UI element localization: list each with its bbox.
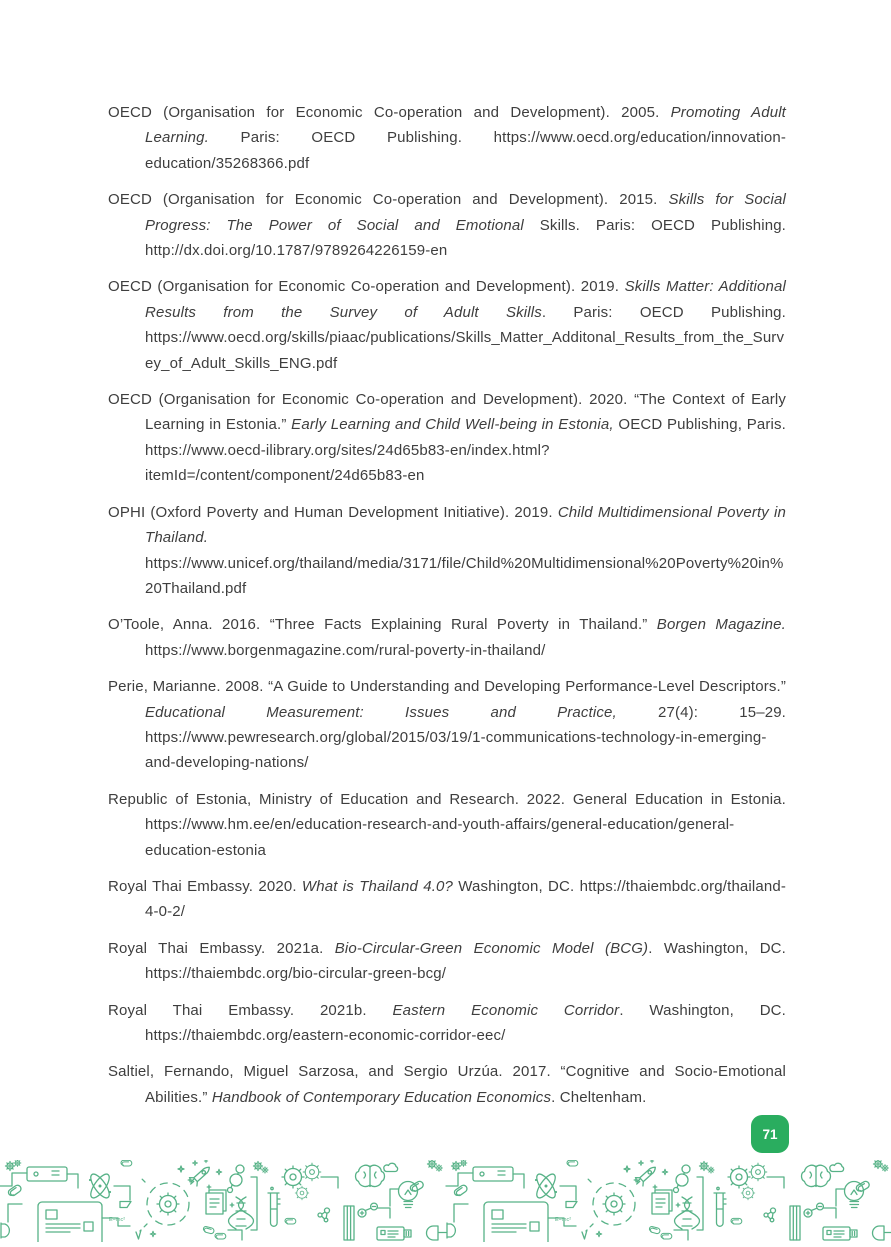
reference-text-segment: https://www.unicef.org/thailand/media/3171/file/Child%20Multidimensional%20Poverty%20in%20Thailand.pdf xyxy=(145,554,784,597)
reference-text-segment: Child Multidimensional Poverty in Thailand. xyxy=(145,503,786,547)
reference-entry xyxy=(108,936,786,987)
reference-text-segment: . Washington, DC. https://thaiembdc.org/eastern-economic-corridor-eec/ xyxy=(145,1001,786,1044)
reference-text-segment: Promoting Adult Learning. xyxy=(145,104,786,147)
page-number-badge xyxy=(751,1115,789,1153)
reference-text-segment: Perie, Marianne. 2008. “A Guide to Understanding and Developing Performance-Level Descriptors.” xyxy=(108,678,786,696)
reference-text-segment: Skills Matter: Additional Results from the Survey of Adult Skills xyxy=(145,278,786,321)
reference-text-segment: What is Thailand 4.0? xyxy=(301,877,454,895)
reference-text-segment: Royal Thai Embassy. 2021b. xyxy=(108,1001,393,1019)
reference-text-segment: . Washington, DC. https://thaiembdc.org/bio-circular-green-bcg/ xyxy=(145,939,786,983)
reference-text-segment: . Paris: OECD Publishing. https://www.oecd.org/skills/piaac/publications/Skills_Matter_Additonal_Results_from_the_Survey_of_Adult_Skills_ENG.pdf xyxy=(145,303,786,372)
footer-doodles: E=mc² xyxy=(0,1160,891,1242)
reference-entry xyxy=(108,674,786,776)
reference-text-segment: Saltiel, Fernando, Miguel Sarzosa, and Sergio Urzúa. 2017. “Cognitive and Socio-Emotional Abilities.” xyxy=(108,1063,786,1106)
reference-text-segment: . Cheltenham. xyxy=(551,1088,647,1106)
reference-text-segment: Handbook of Contemporary Education Economics xyxy=(211,1088,552,1106)
reference-entry xyxy=(108,787,786,863)
reference-text-segment: Early Learning and Child Well-being in Estonia, xyxy=(291,416,614,434)
reference-entry xyxy=(108,274,786,376)
reference-text-segment: Skills for Social Progress: The Power of Social and Emotional xyxy=(145,191,786,234)
reference-text-segment: OECD (Organisation for Economic Co-operation and Development). 2015. xyxy=(108,191,669,209)
reference-text-segment: Educational Measurement: Issues and Practice, xyxy=(145,703,617,721)
footer-decoration xyxy=(0,1160,891,1242)
reference-text-segment: O’Toole, Anna. 2016. “Three Facts Explaining Rural Poverty in Thailand.” xyxy=(108,616,657,634)
reference-entry xyxy=(108,874,786,925)
reference-entry xyxy=(108,387,786,489)
reference-entry xyxy=(108,187,786,263)
reference-text-segment: OECD (Organisation for Economic Co-operation and Development). 2019. xyxy=(108,278,625,296)
reference-text-segment: Bio-Circular-Green Economic Model (BCG) xyxy=(334,939,649,957)
reference-text-segment: https://www.borgenmagazine.com/rural-poverty-in-thailand/ xyxy=(145,641,546,659)
reference-entry xyxy=(108,612,786,663)
reference-entry xyxy=(108,998,786,1049)
reference-entry xyxy=(108,100,786,176)
reference-text-segment: OECD Publishing, Paris. https://www.oecd-ilibrary.org/sites/24d65b83-en/index.html?itemId=/content/component/24d65b83-en xyxy=(145,416,786,485)
reference-text-segment: Skills. Paris: OECD Publishing. http://dx.doi.org/10.1787/9789264226159-en xyxy=(145,216,787,260)
reference-text-segment: Royal Thai Embassy. 2020. xyxy=(108,877,302,895)
reference-text-segment: OECD (Organisation for Economic Co-operation and Development). 2020. “The Context of Early Learning in Estonia.” xyxy=(108,391,786,434)
reference-text-segment: OECD (Organisation for Economic Co-operation and Development). 2005. xyxy=(108,104,671,121)
references-list xyxy=(108,100,786,1121)
reference-text-segment: Republic of Estonia, Ministry of Education and Research. 2022. General Education in Estonia. https://www.hm.ee/en/education-research-and-youth-affairs/general-education/general-education-estonia xyxy=(108,790,786,859)
reference-text-segment: Royal Thai Embassy. 2021a. xyxy=(108,939,335,957)
reference-text-segment: OPHI (Oxford Poverty and Human Development Initiative). 2019. xyxy=(108,503,558,521)
reference-text-segment: Borgen Magazine. xyxy=(656,616,786,634)
reference-text-segment: 27(4): 15–29. https://www.pewresearch.org/global/2015/03/19/1-communications-technology-in-emerging-and-developing-nations/ xyxy=(145,703,787,772)
page-number: 71 xyxy=(762,1126,778,1142)
reference-text-segment: Paris: OECD Publishing. https://www.oecd.org/education/innovation-education/35268366.pdf xyxy=(145,129,786,172)
reference-entry xyxy=(108,500,786,602)
reference-entry xyxy=(108,1059,786,1110)
reference-text-segment: Eastern Economic Corridor xyxy=(392,1001,620,1019)
reference-text-segment: Washington, DC. https://thaiembdc.org/thailand-4-0-2/ xyxy=(145,877,787,921)
